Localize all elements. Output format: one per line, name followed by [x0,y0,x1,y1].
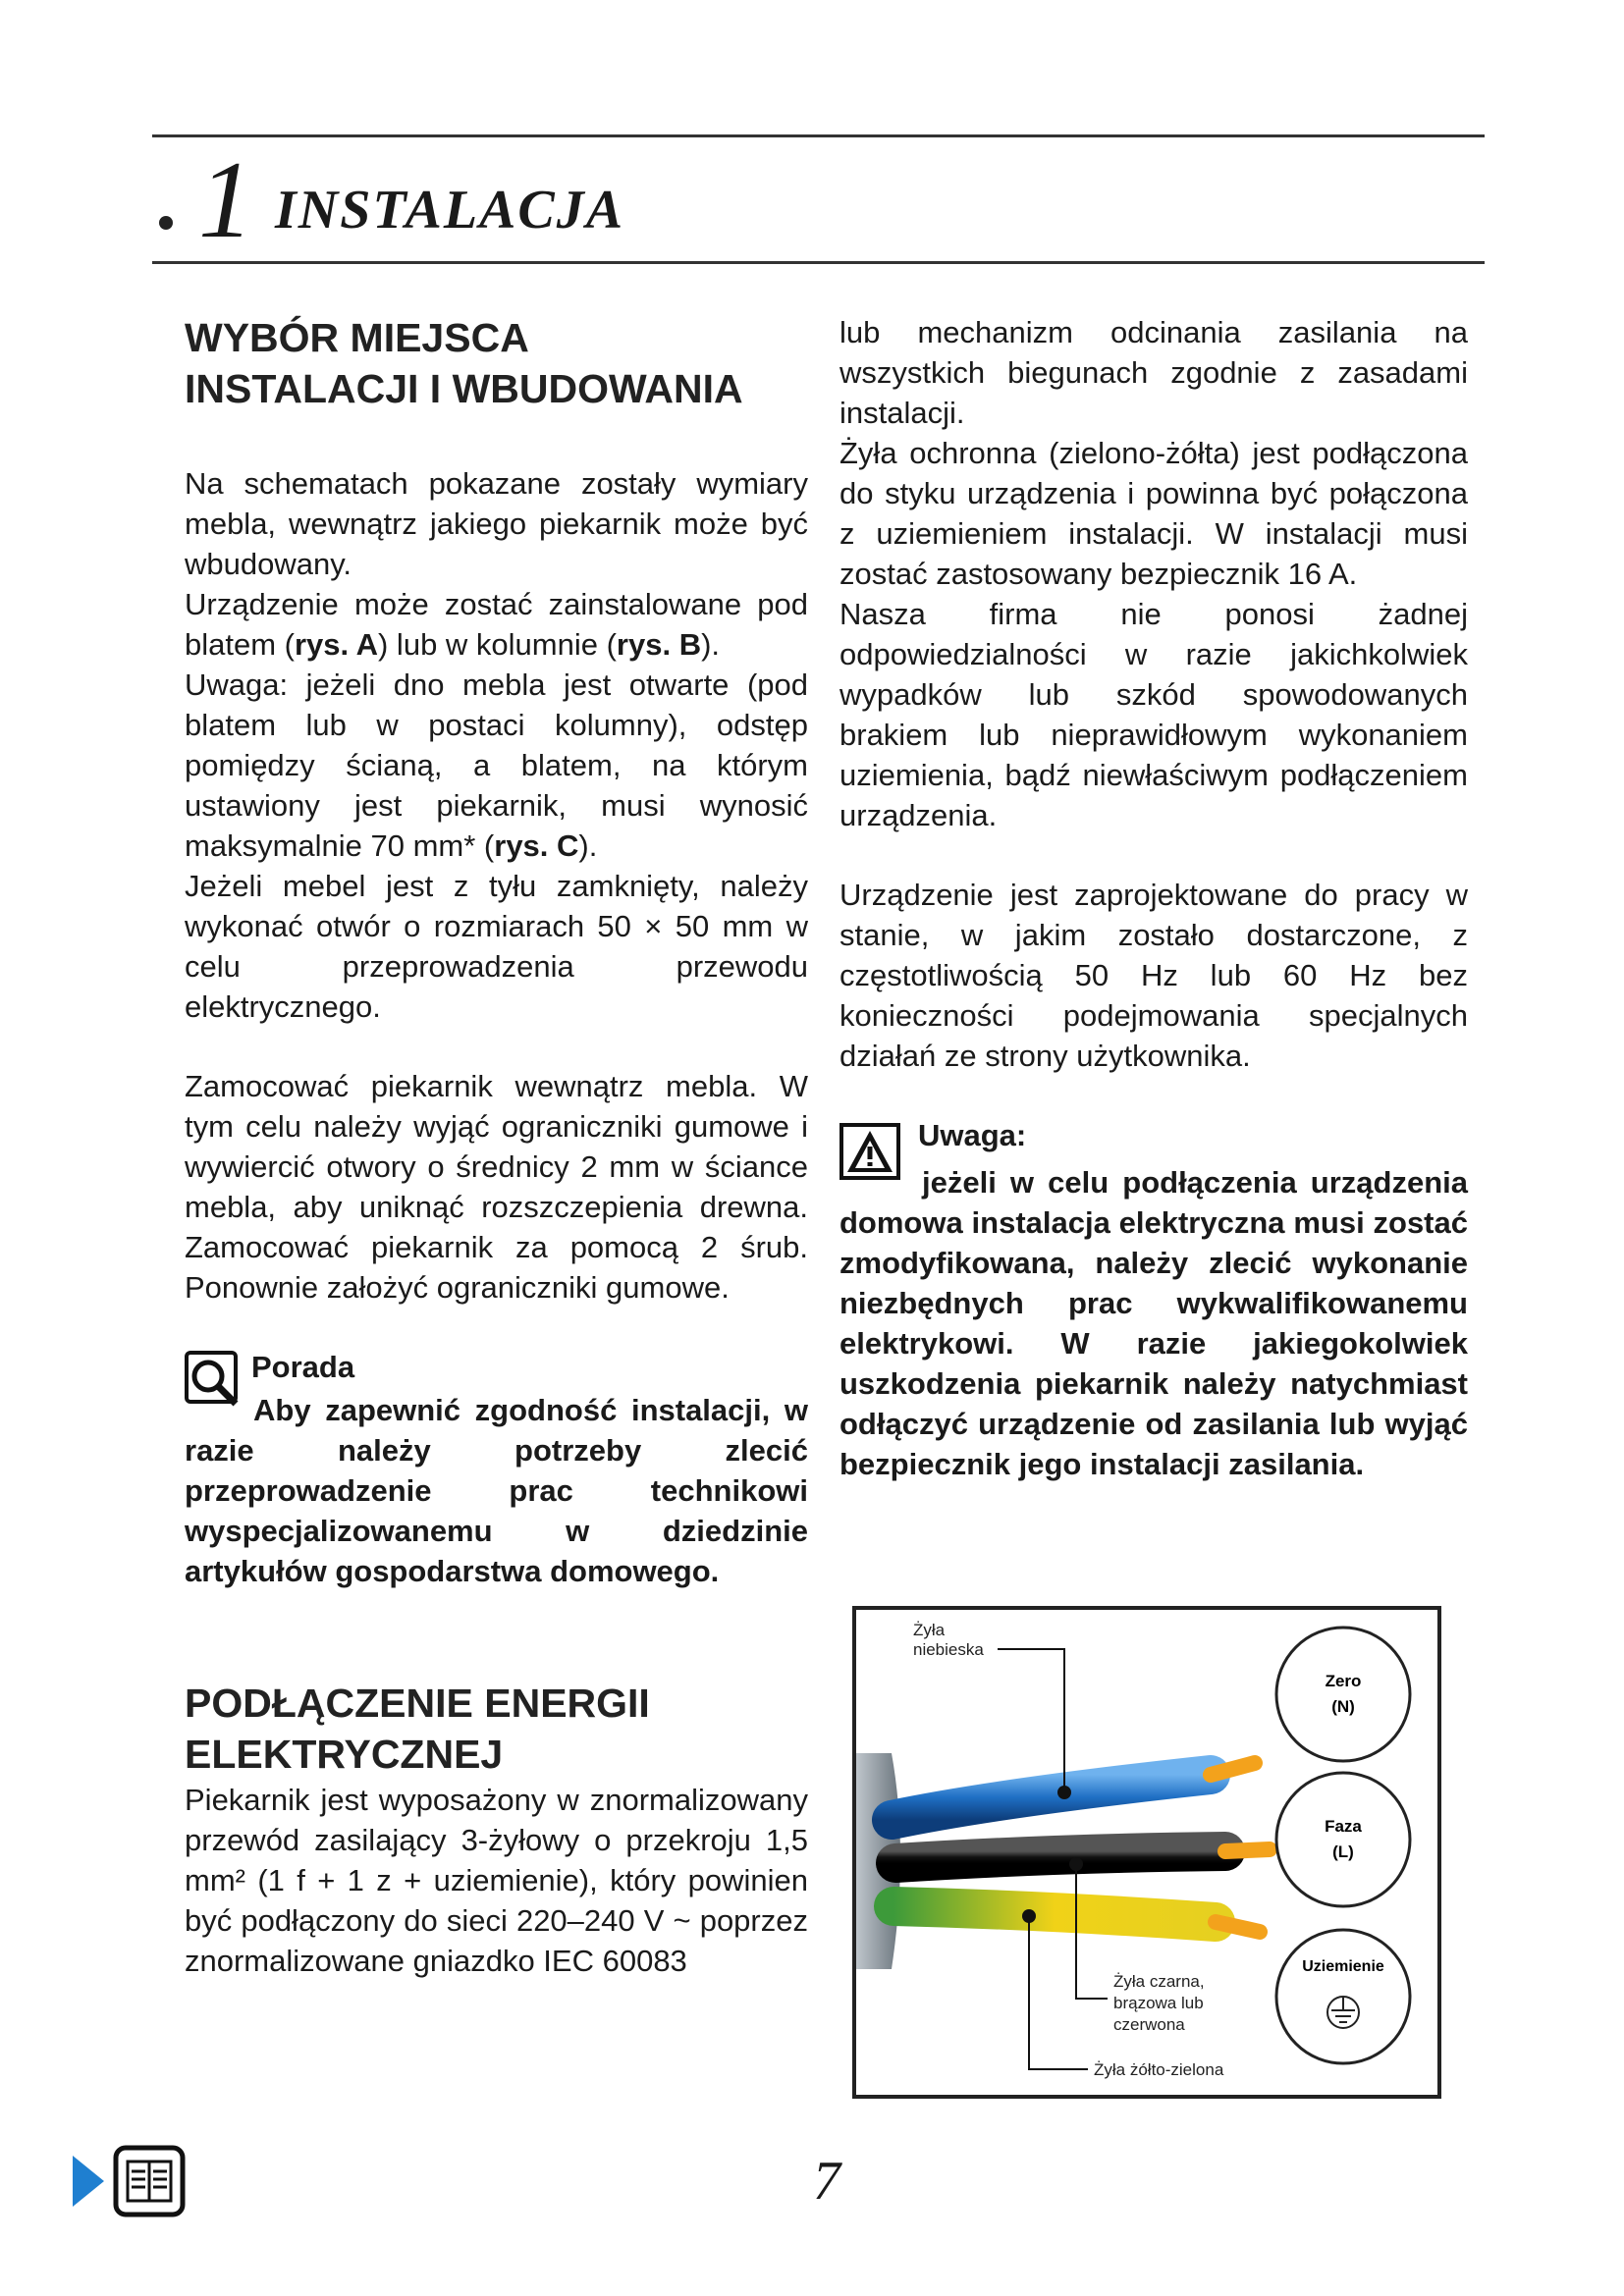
bottom-rule [152,261,1485,264]
tip-box [185,1347,808,1591]
contents-nav-icon[interactable] [71,2144,189,2222]
text: ). [578,828,598,863]
figure-ref: rys. C [494,828,579,863]
phase-terminal [1276,1773,1410,1906]
section-heading-installation [185,312,808,414]
paragraph: Piekarnik jest wyposażony w znormalizowany przewód zasilający 3-żyłowy o przekroju 1,5 mm² (1 f + 1 z + uziemienie), który powinien być podłączony do sieci 220–240 V ~ poprzez znormalizowane gniazdko IEC 60083 [185,1783,808,1978]
chapter-number: 1 [198,139,253,261]
text: ) lub w kolumnie ( [378,627,617,662]
black-wire-label: brązowa lub [1113,1994,1204,2012]
paragraph: lub mechanizm odcinania zasilania na wszystkich biegunach zgodnie z zasadami instalacji. [839,315,1468,430]
text: Urządzenie może zostać zainstalowane pod blatem ( [185,587,808,662]
wiring-diagram [852,1606,1441,2099]
heading-line: WYBÓR MIEJSCA [185,315,529,360]
paragraph: Żyła ochronna (zielono-żółta) jest podłączona do styku urządzenia i powinna być połączona z uziemieniem instalacji. W instalacji musi zostać zastosowany bezpiecznik 16 A. [839,436,1468,591]
zero-terminal [1276,1628,1410,1761]
top-rule [152,134,1485,137]
paragraph: Zamocować piekarnik wewnątrz mebla. W tym celu należy wyjąć ograniczniki gumowe i wywiercić otwory o średnicy 2 mm w ściance mebla, aby uniknąć rozszczepienia drewna. Zamocować piekarnik za pomocą 2 śrub. Ponownie założyć ograniczniki gumowe. [185,1069,808,1305]
zero-label: (N) [1331,1697,1355,1716]
phase-label: (L) [1332,1842,1354,1861]
heading-line: PODŁĄCZENIE ENERGII [185,1681,650,1726]
figure-ref: rys. B [616,627,702,662]
tip-text: Aby zapewnić zgodność instalacji, w razie należy potrzeby zlecić przeprowadzenie prac technikowi wyspecjalizowanemu w dziedzinie artykułów gospodarstwa domowego. [185,1393,808,1588]
tip-title: Porada [251,1350,355,1384]
warning-title: Uwaga: [918,1118,1027,1152]
heading-line: INSTALACJI I WBUDOWANIA [185,366,743,411]
heading-line: ELEKTRYCZNEJ [185,1732,504,1777]
yellow-green-wire [893,1906,1216,1922]
right-column [839,312,1468,1484]
warning-icon [839,1123,900,1180]
left-column [185,312,808,1981]
text: ). [701,627,721,662]
figure-ref: rys. A [294,627,378,662]
page-number: 7 [813,2151,840,2212]
paragraph: Nasza firma nie ponosi żadnej odpowiedzialności w razie jakichkolwiek wypadków lub szkód spowodowanych brakiem lub nieprawidłowym wykonaniem uziemienia, bądź niewłaściwym podłączeniem urządzenia. [839,597,1468,832]
magnifier-icon [185,1351,245,1412]
blue-wire-label: Żyła [913,1621,946,1639]
black-wire-tip [1225,1849,1270,1851]
paragraph: Jeżeli mebel jest z tyłu zamknięty, należy wykonać otwór o rozmiarach 50 × 50 mm w celu przeprowadzenia przewodu elektrycznego. [185,869,808,1024]
warning-box [839,1115,1468,1484]
warning-text: jeżeli w celu podłączenia urządzenia domowa instalacja elektryczna musi zostać zmodyfikowana, należy zlecić wykonanie niezbędnych prac wykwalifikowanemu elektrykowi. W razie jakiegokolwiek uszkodzenia piekarnik należy natychmiast odłączyć urządzenie od zasilania lub wyjąć bezpiecznik jego instalacji zasilania. [839,1165,1468,1481]
chapter-header [147,139,625,261]
paragraph [185,584,808,665]
paragraph: Na schematach pokazane zostały wymiary mebla, wewnątrz jakiego piekarnik może być wbudowany. [185,466,808,581]
black-wire-label: czerwona [1113,2015,1185,2034]
bullet-dot [159,216,173,230]
black-wire-label: Żyła czarna, [1113,1972,1205,1991]
paragraph: Urządzenie jest zaprojektowane do pracy w stanie, w jakim zostało dostarczone, z częstotliwością 50 Hz lub 60 Hz bez konieczności podejmowania specjalnych działań ze strony użytkownika. [839,878,1468,1073]
paragraph [185,665,808,866]
phase-label: Faza [1325,1817,1362,1836]
earth-label: Uziemienie [1302,1958,1384,1975]
section-heading-electric [185,1678,808,1780]
yellow-green-wire-label: Żyła żółto-zielona [1094,2060,1224,2079]
blue-wire-label: niebieska [913,1640,984,1659]
chapter-title: INSTALACJA [275,180,625,240]
yellow-green-wire-tip [1216,1922,1260,1932]
text: Uwaga: jeżeli dno mebla jest otwarte (pod blatem lub w postaci kolumny), odstęp pomiędzy ścianą, a blatem, na którym ustawiony jest piekarnik, musi wynosić maksymalnie 70 mm* ( [185,667,808,863]
zero-label: Zero [1325,1672,1362,1690]
black-wire [895,1851,1225,1863]
